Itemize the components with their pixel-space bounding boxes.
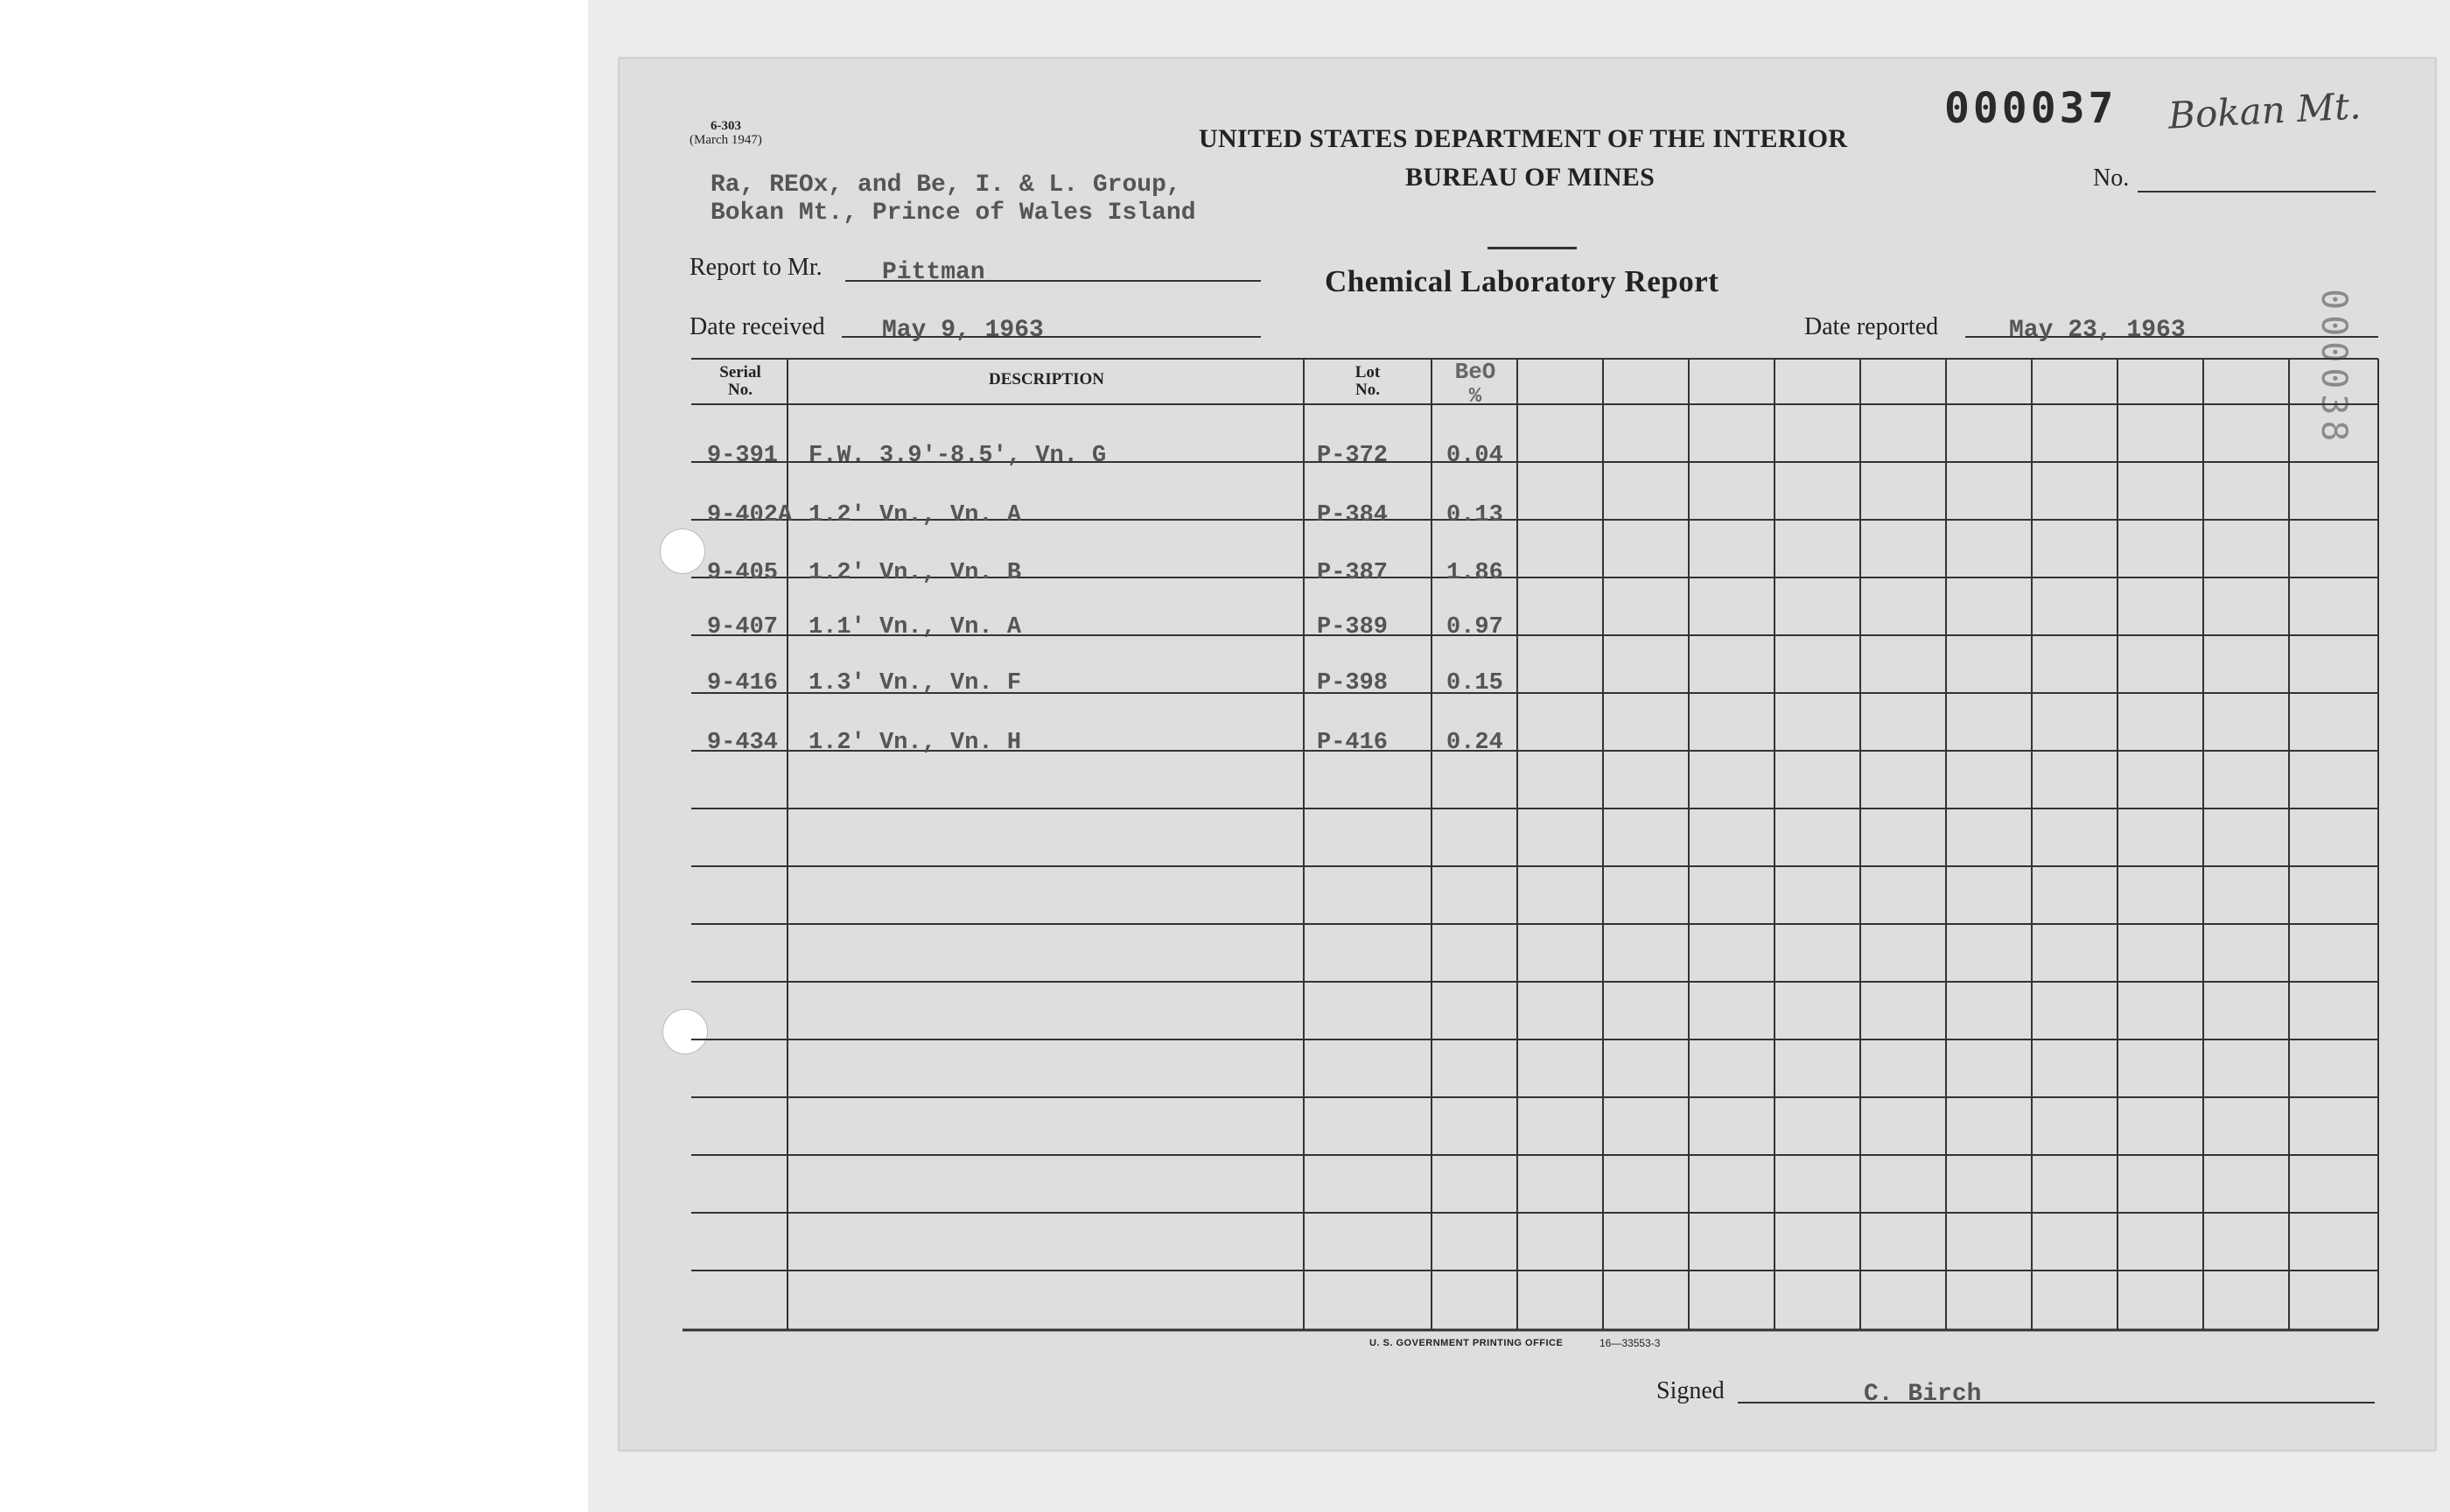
description-header: DESCRIPTION xyxy=(989,370,1104,388)
beo-cell: 0.97 xyxy=(1446,614,1503,640)
serial-no-cell: 9-402A xyxy=(707,502,793,528)
report-title: Chemical Laboratory Report xyxy=(1325,264,1719,298)
project-line-2: Bokan Mt., Prince of Wales Island xyxy=(710,200,1196,227)
serial-no-cell: 9-434 xyxy=(707,730,779,756)
beo-cell: 0.24 xyxy=(1446,730,1503,756)
description-cell: F.W. 3.9'-8.5', Vn. G xyxy=(808,443,1107,469)
description-cell: 1.3' Vn., Vn. F xyxy=(808,670,1022,696)
beo-cell: 0.04 xyxy=(1446,443,1503,469)
lot-no-cell: P-372 xyxy=(1317,443,1389,469)
printing-code: 16—33553-3 xyxy=(1600,1337,1661,1349)
lot-no-cell: P-416 xyxy=(1317,730,1389,756)
handwritten-location-note: Bokan Mt. xyxy=(2166,84,2362,137)
beo-cell: 0.15 xyxy=(1446,670,1503,696)
beo-cell: 1.86 xyxy=(1446,560,1503,586)
description-cell: 1.2' Vn., Vn. B xyxy=(808,560,1022,586)
report-to-label: Report to Mr. xyxy=(690,254,822,281)
date-reported-value: May 23, 1963 xyxy=(2009,317,2186,344)
serial-no-cell: 9-407 xyxy=(707,614,779,640)
form-number: 6-303 xyxy=(710,119,741,133)
date-received-value: May 9, 1963 xyxy=(882,317,1044,344)
serial-no-cell: 9-405 xyxy=(707,560,779,586)
lot-no-cell: P-387 xyxy=(1317,560,1389,586)
stamp-serial-number: 000037 xyxy=(1944,84,2118,133)
lot-no-cell: P-384 xyxy=(1317,502,1389,528)
project-line-1: Ra, REOx, and Be, I. & L. Group, xyxy=(710,172,1181,199)
beo-unit-header: % xyxy=(1468,385,1482,409)
no-label: No. xyxy=(2093,164,2130,192)
signed-fill-line xyxy=(1738,1402,2375,1404)
serial-no-cell: 9-416 xyxy=(707,670,779,696)
side-stamp-number: 000038 xyxy=(2314,289,2354,447)
signed-label: Signed xyxy=(1656,1377,1725,1404)
department-title: UNITED STATES DEPARTMENT OF THE INTERIOR xyxy=(1199,124,1848,153)
date-reported-label: Date reported xyxy=(1804,313,1939,340)
date-received-label: Date received xyxy=(690,313,825,340)
report-to-value: Pittman xyxy=(882,259,985,286)
serial-no-cell: 9-391 xyxy=(707,443,779,469)
form-date: (March 1947) xyxy=(690,133,762,147)
lot-no-header: Lot No. xyxy=(1354,363,1381,399)
description-cell: 1.2' Vn., Vn. A xyxy=(808,502,1022,528)
beo-header: BeO xyxy=(1454,359,1496,385)
beo-cell: 0.13 xyxy=(1446,502,1503,528)
lot-no-cell: P-398 xyxy=(1317,670,1389,696)
lot-no-cell: P-389 xyxy=(1317,614,1389,640)
bureau-title: BUREAU OF MINES xyxy=(1405,163,1656,192)
description-cell: 1.1' Vn., Vn. A xyxy=(808,614,1022,640)
description-cell: 1.2' Vn., Vn. H xyxy=(808,730,1022,756)
serial-no-header: Serial No. xyxy=(719,363,761,399)
signed-by-value: C. Birch xyxy=(1864,1381,1982,1408)
printing-office-credit: U. S. GOVERNMENT PRINTING OFFICE xyxy=(1369,1338,1564,1348)
